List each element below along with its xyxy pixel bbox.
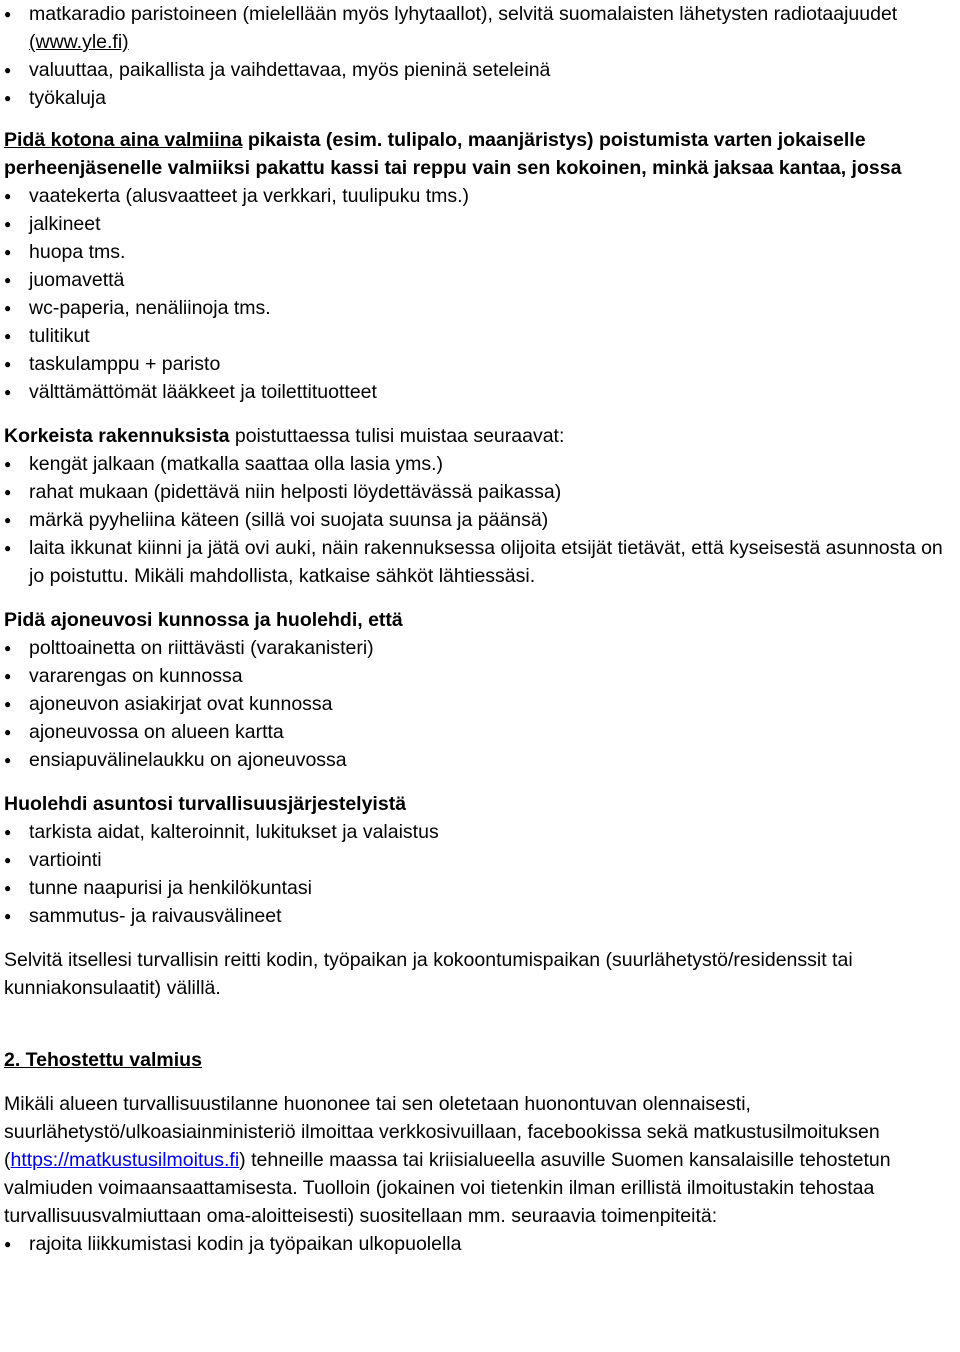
list-item-text: ajoneuvossa on alueen kartta xyxy=(29,721,284,743)
bullet-icon: ● xyxy=(4,669,12,683)
list-item-text: huopa tms. xyxy=(29,241,126,263)
list-item xyxy=(4,874,958,902)
section2-heading: 2. Tehostettu valmius xyxy=(4,1049,202,1071)
bullet-icon: ● xyxy=(4,825,12,839)
list-item xyxy=(4,662,958,690)
list-item xyxy=(4,478,958,506)
list-item xyxy=(4,378,958,406)
bullet-icon: ● xyxy=(4,329,12,343)
list-item-text: juomavettä xyxy=(29,269,125,291)
list-item xyxy=(4,294,958,322)
list-item-text: rajoita liikkumistasi kodin ja työpaikan ulkopuolella xyxy=(29,1233,462,1255)
section2-paragraph xyxy=(4,1090,958,1230)
bullet-icon: ● xyxy=(4,217,12,231)
list-item-text: märkä pyyheliina käteen (sillä voi suojata suunsa ja päänsä) xyxy=(29,509,549,531)
section2-para-a: Mikäli alueen turvallisuustilanne huononee tai sen oletetaan huonontuvan olennaisesti, suurlähetystö/ulkoasiainministeriö ilmoittaa verkkosivuillaan, facebookissa sekä matkustusilmoituksen ( xyxy=(4,1093,880,1171)
bullet-icon: ● xyxy=(4,881,12,895)
list-item-text: tunne naapurisi ja henkilökuntasi xyxy=(29,877,312,899)
yle-link[interactable]: (www.yle.fi) xyxy=(29,31,129,53)
top-list xyxy=(4,0,958,112)
list-item-text: ensiapuvälinelaukku on ajoneuvossa xyxy=(29,749,347,771)
list-item xyxy=(4,902,958,930)
highrise-list xyxy=(4,450,958,590)
list-item-text: wc-paperia, nenäliinoja tms. xyxy=(29,297,271,319)
list-item-text: työkaluja xyxy=(29,87,106,109)
list-item-text: sammutus- ja raivausvälineet xyxy=(29,905,282,927)
route-paragraph: Selvitä itsellesi turvallisin reitti kodin, työpaikan ja kokoontumispaikan (suurlähetystö/residenssit tai kunniakonsulaatit) välillä. xyxy=(4,949,853,999)
list-item xyxy=(4,450,958,478)
list-item xyxy=(4,746,958,774)
list-item-text: rahat mukaan (pidettävä niin helposti löydettävässä paikassa) xyxy=(29,481,562,503)
bullet-icon: ● xyxy=(4,385,12,399)
list-item-text: laita ikkunat kiinni ja jätä ovi auki, näin rakennuksessa olijoita etsijät tietävät, että kyseisestä asunnosta on jo poistuttu. Mikäli mahdollista, katkaise sähköt lähtiessäsi. xyxy=(29,537,943,587)
list-item-text: polttoainetta on riittävästi (varakanisteri) xyxy=(29,637,374,659)
document-page xyxy=(4,0,958,1258)
home-security-heading: Huolehdi asuntosi turvallisuusjärjestelyistä xyxy=(4,793,407,815)
bullet-icon: ● xyxy=(4,725,12,739)
bullet-icon: ● xyxy=(4,853,12,867)
kit-intro xyxy=(4,126,958,182)
home-security-list xyxy=(4,818,958,930)
list-item xyxy=(4,634,958,662)
bullet-icon: ● xyxy=(4,513,12,527)
list-item xyxy=(4,210,958,238)
section2-para-b: ) tehneille maassa tai kriisialueella asuville Suomen kansalaisille tehostetun valmiuden voimaansaattamisesta. Tuolloin (jokainen voi tietenkin ilman erillistä ilmoitustakin tehostaa turvallisuusvalmiuttaan oma-aloitteisesti) suositellaan mm. seuraavia toimenpiteitä: xyxy=(4,1149,891,1227)
kit-intro-rest: pikaista (esim. tulipalo, maanjäristys) poistumista varten jokaiselle perheenjäsenelle valmiiksi pakattu kassi tai reppu vain sen kokoinen, minkä jaksaa kantaa, jossa xyxy=(4,129,902,179)
list-item-text: vartiointi xyxy=(29,849,102,871)
list-item xyxy=(4,0,958,56)
list-item xyxy=(4,322,958,350)
bullet-icon: ● xyxy=(4,245,12,259)
list-item-text: tarkista aidat, kalteroinnit, lukitukset ja valaistus xyxy=(29,821,439,843)
kit-intro-underlined: Pidä kotona aina valmiina xyxy=(4,129,243,151)
vehicle-heading: Pidä ajoneuvosi kunnossa ja huolehdi, että xyxy=(4,609,403,631)
list-item-text: vaatekerta (alusvaatteet ja verkkari, tuulipuku tms.) xyxy=(29,185,470,207)
vehicle-list xyxy=(4,634,958,774)
list-item xyxy=(4,84,958,112)
bullet-icon: ● xyxy=(4,189,12,203)
list-item xyxy=(4,350,958,378)
section2-list xyxy=(4,1230,958,1258)
list-item-text: välttämättömät lääkkeet ja toilettituotteet xyxy=(29,381,377,403)
list-item-text: jalkineet xyxy=(29,213,101,235)
list-item xyxy=(4,56,958,84)
matkustusilmoitus-link[interactable]: https://matkustusilmoitus.fi xyxy=(10,1149,240,1171)
bullet-icon: ● xyxy=(4,457,12,471)
bullet-icon: ● xyxy=(4,1237,12,1251)
list-item xyxy=(4,1230,958,1258)
bullet-icon: ● xyxy=(4,91,12,105)
list-item xyxy=(4,506,958,534)
bullet-icon: ● xyxy=(4,7,12,21)
list-item-text: tulitikut xyxy=(29,325,90,347)
bullet-icon: ● xyxy=(4,641,12,655)
bullet-icon: ● xyxy=(4,63,12,77)
list-item xyxy=(4,690,958,718)
bullet-icon: ● xyxy=(4,357,12,371)
kit-list xyxy=(4,182,958,406)
list-item xyxy=(4,182,958,210)
bullet-icon: ● xyxy=(4,753,12,767)
list-item-text: kengät jalkaan (matkalla saattaa olla lasia yms.) xyxy=(29,453,444,475)
bullet-icon: ● xyxy=(4,541,12,555)
highrise-heading xyxy=(4,422,958,450)
list-item xyxy=(4,238,958,266)
bullet-icon: ● xyxy=(4,301,12,315)
bullet-icon: ● xyxy=(4,485,12,499)
list-item-text: vararengas on kunnossa xyxy=(29,665,243,687)
list-item xyxy=(4,718,958,746)
list-item-text: taskulamppu + paristo xyxy=(29,353,221,375)
highrise-heading-bold: Korkeista rakennuksista xyxy=(4,425,230,447)
list-item xyxy=(4,846,958,874)
highrise-heading-rest: poistuttaessa tulisi muistaa seuraavat: xyxy=(229,425,565,447)
list-item xyxy=(4,534,958,590)
bullet-icon: ● xyxy=(4,273,12,287)
list-item xyxy=(4,818,958,846)
list-item-text: matkaradio paristoineen (mielellään myös lyhytaallot), selvitä suomalaisten lähetysten radiotaajuudet xyxy=(29,3,898,25)
list-item-text: ajoneuvon asiakirjat ovat kunnossa xyxy=(29,693,333,715)
bullet-icon: ● xyxy=(4,697,12,711)
list-item-text: valuuttaa, paikallista ja vaihdettavaa, myös pieninä seteleinä xyxy=(29,59,551,81)
list-item xyxy=(4,266,958,294)
bullet-icon: ● xyxy=(4,909,12,923)
